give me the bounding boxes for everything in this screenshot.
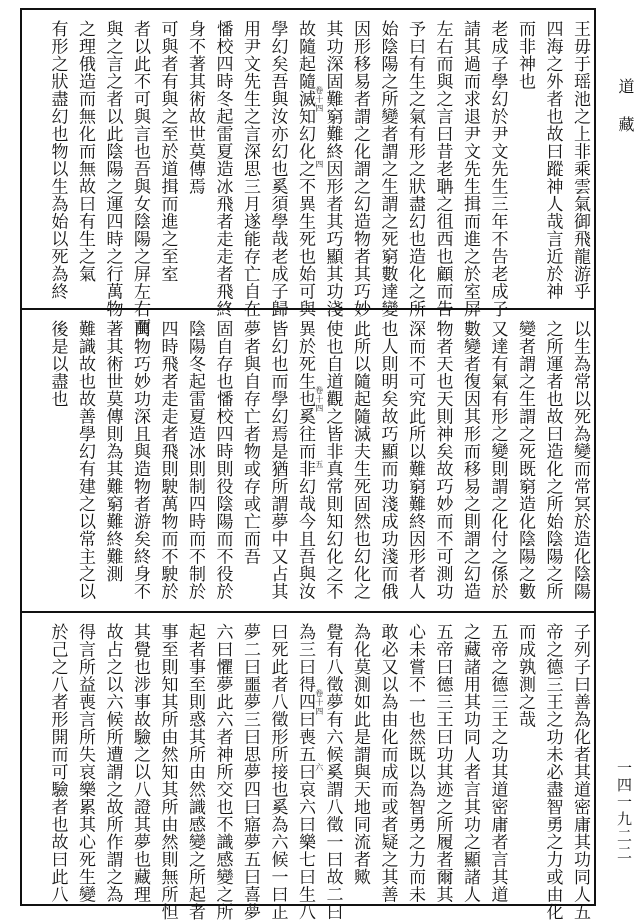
text-column: 之理俄造而無化而無故曰有生之氣: [75, 20, 95, 283]
text-column: 請其過而求退尹文先生揖而進之於室屏: [460, 20, 480, 318]
text-column: 萬物巧妙功深且與造物者游矣終身不: [130, 320, 150, 600]
text-column: 夢者與自存亡者物或存或亡而吾: [240, 320, 260, 565]
text-column: 此所以隨起隨滅夫生死固然也幻化之: [350, 320, 370, 600]
text-column: 難識故也故善學幻有建之以常主之以: [75, 320, 95, 600]
text-column: 憣校四時冬起雷夏造冰飛者走走者飛終: [212, 20, 233, 318]
text-panel-1: [22, 10, 594, 335]
text-column: 而成孰測之哉: [515, 623, 535, 728]
text-column: 覺有八徵夢有六候奚謂八徵一曰故二曰: [322, 623, 343, 921]
text-column: 之藏諸用其功同人者言其功之顯諸人: [460, 623, 480, 903]
text-column: 予曰有生之氣有形之狀盡幻也造化之所: [405, 20, 425, 318]
text-column: 可與者有與之至於道揖而進之至室: [157, 20, 178, 283]
text-column: 夢二曰噩夢三曰思夢四曰寤夢五曰喜夢: [240, 623, 260, 921]
text-column: 四時飛者走走者飛則駛萬物而不駛於: [157, 320, 178, 600]
text-column: 身不著其術故世莫傳焉: [185, 20, 205, 195]
text-column: 為三曰得四曰喪五曰哀六曰樂七曰生八: [295, 623, 315, 921]
margin-page-number: 一四一九二二: [615, 760, 633, 862]
text-column: 為化莫測如此是謂與天地同流者歟: [350, 623, 370, 886]
folio-leaf-number: 五: [314, 460, 324, 469]
text-panel-2: [22, 308, 594, 611]
folio-juan-mark: 卷十四: [314, 689, 324, 716]
text-column: 物者天也天則神矣故巧妙而不可測功: [432, 320, 453, 600]
text-column: 之所運者也故曰造化之所始陰陽之所: [542, 320, 563, 600]
text-column: 又達有氣有形之變則謂之化付之係於: [487, 320, 508, 600]
text-column: 深而不可究此所以難窮難終因形者人: [405, 320, 425, 600]
text-column: 其覺也涉事故驗之以八證其夢也藏理: [130, 623, 150, 903]
text-column: 與之言之者以此陰陽之運四時之行萬物: [102, 20, 123, 318]
text-column: 者以此不可與言也吾與女陰陽之屏左右而: [130, 20, 150, 335]
text-column: 有形之狀盡幻也物以生為始以死為終: [47, 20, 68, 300]
text-column: 陰陽冬起雷夏造冰則制四時而不制於: [185, 320, 205, 600]
margin-title: 道藏: [616, 78, 635, 154]
text-column: 固自存也憣校四時則役陰陽而不役於: [212, 320, 233, 600]
folio-juan-mark: 卷十四: [314, 86, 324, 113]
text-column: 皆幻也而學幻焉是猶所謂夢中又占其: [267, 320, 288, 600]
text-panel-3: [22, 611, 594, 921]
text-column: 其功深固難窮難終因形者其巧顯其功淺: [322, 20, 343, 318]
text-column: 曰死此者八徵形所接也奚為六候一曰正: [267, 623, 288, 921]
text-column: 數變者復因其形而移易之則謂之幻造: [460, 320, 480, 600]
text-column: 故占之以六候所遭謂之故所作謂之為: [102, 623, 123, 903]
text-column: 心未嘗不一也然既以為智勇之力而未: [405, 623, 425, 903]
text-column: 事至則知其所由然知其所由然則無所怛: [157, 623, 178, 921]
folio-leaf-number: 四: [314, 160, 324, 169]
text-column: 帝之德三王之功未必盡智勇之力或由化: [542, 623, 563, 921]
text-column: 用尹文先生之言深思三月遂能存亡自在: [240, 20, 260, 318]
text-column: 以生為常以死為變而常冥於造化陰陽: [570, 320, 590, 600]
text-column: 學幻矣吾與汝亦幻也奚須學哉老成子歸: [267, 20, 288, 318]
folio-juan-mark: 卷十四: [314, 386, 324, 413]
text-column: 使也自道觀之皆非真常則知幻化之不: [322, 320, 343, 600]
text-column: 得言所益喪言所失哀樂累其心死生變: [75, 623, 95, 903]
text-column: 異於死生也奚往而非幻哉今且吾與汝: [295, 320, 315, 600]
page-frame: [20, 8, 596, 921]
text-column: 始陰陽之所變者謂之生謂之死窮數達變: [377, 20, 398, 318]
text-column: 著其術世莫傳則為其難窮難終難測: [102, 320, 123, 583]
text-column: 因形移易者謂之化謂之幻造物者其巧妙: [350, 20, 370, 318]
text-column: 左右而與之言曰昔老聃之徂西也顧而告: [432, 20, 453, 318]
text-column: 老成子學幻於尹文先生三年不告老成子: [487, 20, 508, 318]
text-column: 後是以盡也: [47, 320, 68, 408]
text-column: 變者謂之生謂之死既窮造化陰陽之數: [515, 320, 535, 600]
text-column: 故隨起隨滅知幻化之不異生死也始可與: [295, 20, 315, 318]
text-column: 五帝之德三王之功其道密庸者言其道: [487, 623, 508, 903]
folio-leaf-number: 六: [314, 763, 324, 772]
text-column: 敢必又以為由化而成而或者疑之其善: [377, 623, 398, 903]
text-column: 四海之外者也故曰蹤神人哉言近於神: [542, 20, 563, 300]
text-column: 而非神也: [515, 20, 535, 90]
text-column: 也人則明矣故巧顯而功淺成功淺而俄: [377, 320, 398, 600]
text-column: 子列子曰善為化者其道密庸其功同人五: [570, 623, 590, 921]
text-column: 五帝曰德三王曰功其迹之所履者爾其: [432, 623, 453, 903]
text-column: 六曰懼夢此六者神所交也不識感變之所: [212, 623, 233, 921]
text-column: 於己之八者形開而可驗者也故曰此八: [47, 623, 68, 903]
text-column: 王毋于瑶池之上非乘雲氣御飛龍游乎: [570, 20, 590, 300]
text-column: 起者事至則惑其所由然識感變之所起者: [185, 623, 205, 921]
